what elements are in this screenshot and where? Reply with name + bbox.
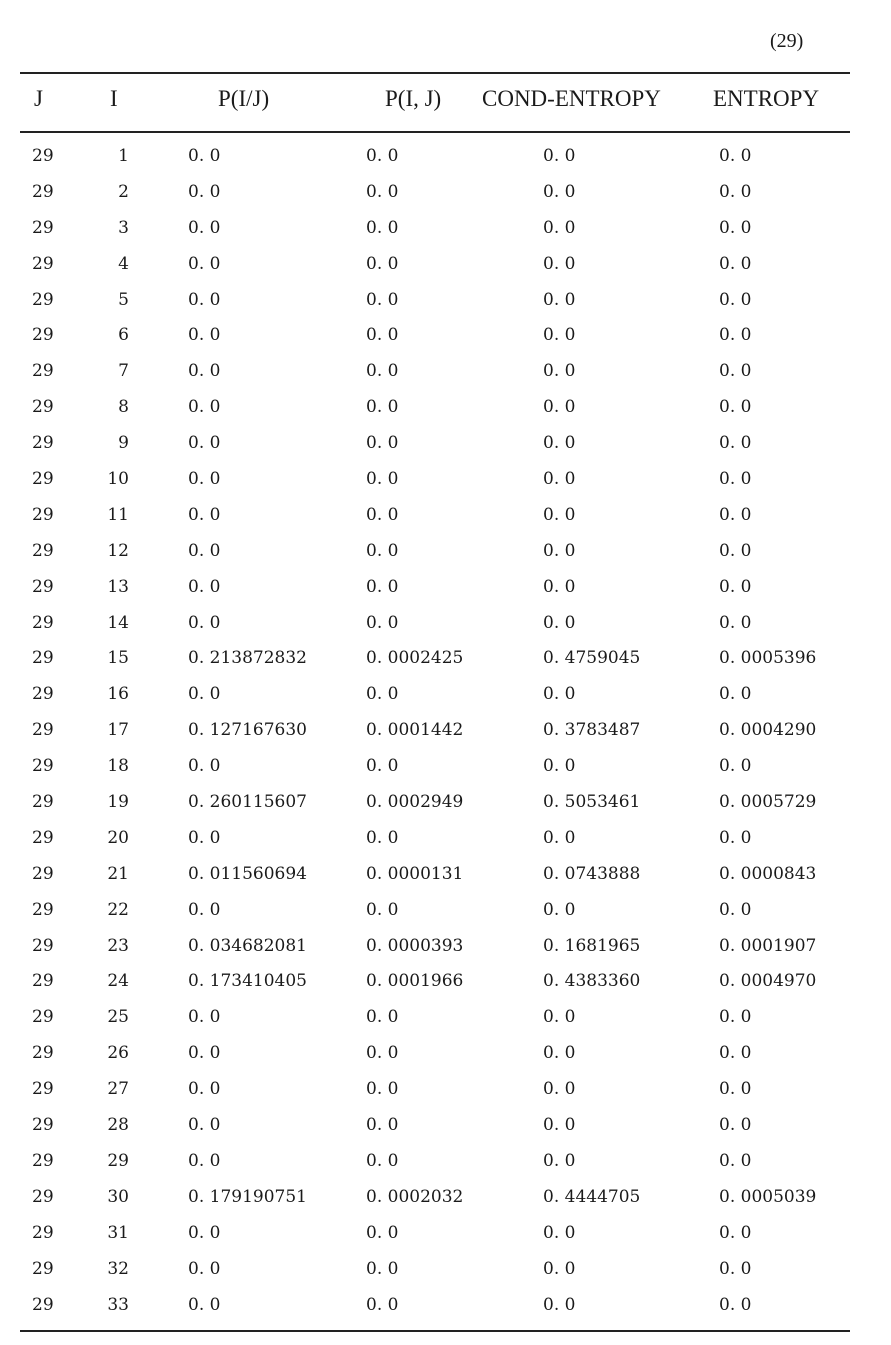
- cell-j: 29: [32, 504, 54, 525]
- cell-i: 6: [118, 325, 129, 346]
- cell-entropy: 0. 0: [719, 1079, 752, 1100]
- cell-j: 29: [32, 433, 54, 454]
- table-row: [0, 1003, 891, 1039]
- header-p-i-given-j: P(I/J): [218, 86, 270, 111]
- cell-p-i-j: 0. 0: [366, 1150, 399, 1171]
- table-row: [0, 788, 891, 824]
- cell-cond-entropy: 0. 3783487: [543, 720, 641, 741]
- cell-p-i-given-j: 0. 0: [188, 1150, 221, 1171]
- cell-entropy: 0. 0: [719, 181, 752, 202]
- table-row: [0, 1219, 891, 1255]
- cell-entropy: 0. 0005039: [719, 1186, 817, 1207]
- table-row: [0, 644, 891, 680]
- cell-p-i-given-j: 0. 0: [188, 1043, 221, 1064]
- cell-j: 29: [32, 146, 54, 166]
- cell-j: 29: [32, 576, 54, 597]
- cell-i: 18: [107, 756, 129, 777]
- cell-p-i-given-j: 0. 0: [188, 899, 221, 920]
- cell-cond-entropy: 0. 0: [543, 1222, 576, 1243]
- cell-cond-entropy: 0. 0: [543, 899, 576, 920]
- cell-i: 12: [107, 540, 129, 561]
- cell-p-i-given-j: 0. 0: [188, 253, 221, 274]
- table-row: [0, 321, 891, 357]
- cell-p-i-j: 0. 0002425: [366, 648, 464, 669]
- cell-i: 10: [107, 469, 129, 490]
- cell-j: 29: [32, 540, 54, 561]
- header-cond-entropy: COND-ENTROPY: [482, 86, 661, 111]
- cell-cond-entropy: 0. 0: [543, 361, 576, 382]
- cell-i: 7: [118, 361, 129, 382]
- table-row: [0, 1255, 891, 1291]
- cell-i: 21: [107, 863, 129, 884]
- cell-j: 29: [32, 827, 54, 848]
- cell-j: 29: [32, 1222, 54, 1243]
- cell-j: 29: [32, 792, 54, 813]
- cell-cond-entropy: 0. 0: [543, 1258, 576, 1279]
- header-entropy: ENTROPY: [713, 86, 820, 111]
- cell-cond-entropy: 0. 0: [543, 827, 576, 848]
- cell-entropy: 0. 0: [719, 899, 752, 920]
- cell-i: 27: [107, 1079, 129, 1100]
- cell-j: 29: [32, 1079, 54, 1100]
- table-row: [0, 501, 891, 537]
- table-row: [0, 537, 891, 573]
- cell-i: 3: [118, 217, 129, 238]
- cell-i: 23: [107, 935, 129, 956]
- cell-j: 29: [32, 756, 54, 777]
- cell-i: 28: [107, 1115, 129, 1136]
- cell-j: 29: [32, 469, 54, 490]
- table-row: [0, 932, 891, 968]
- cell-p-i-j: 0. 0: [366, 756, 399, 777]
- cell-i: 25: [107, 1007, 129, 1028]
- table-row: [0, 393, 891, 429]
- cell-p-i-j: 0. 0: [366, 146, 399, 166]
- cell-cond-entropy: 0. 0: [543, 469, 576, 490]
- table-row: [0, 1291, 891, 1327]
- cell-p-i-j: 0. 0: [366, 433, 399, 454]
- cell-p-i-given-j: 0. 0: [188, 181, 221, 202]
- table-row: [0, 357, 891, 393]
- table-row: [0, 609, 891, 645]
- cell-p-i-j: 0. 0: [366, 1222, 399, 1243]
- table-row: [0, 896, 891, 932]
- table-row: [0, 752, 891, 788]
- cell-i: 4: [118, 253, 129, 274]
- cell-j: 29: [32, 720, 54, 741]
- cell-i: 1: [118, 146, 129, 166]
- table-row: [0, 1147, 891, 1183]
- table-row: [0, 465, 891, 501]
- cell-p-i-given-j: 0. 0: [188, 756, 221, 777]
- cell-j: 29: [32, 397, 54, 418]
- cell-p-i-j: 0. 0: [366, 1007, 399, 1028]
- cell-p-i-j: 0. 0: [366, 469, 399, 490]
- bottom-rule: [20, 1330, 850, 1332]
- cell-j: 29: [32, 1007, 54, 1028]
- cell-entropy: 0. 0: [719, 684, 752, 705]
- cell-p-i-j: 0. 0: [366, 181, 399, 202]
- cell-cond-entropy: 0. 0: [543, 1043, 576, 1064]
- cell-p-i-given-j: 0. 011560694: [188, 863, 307, 884]
- table-row: [0, 860, 891, 896]
- cell-p-i-j: 0. 0: [366, 1115, 399, 1136]
- cell-p-i-given-j: 0. 0: [188, 1258, 221, 1279]
- table-row: [0, 1039, 891, 1075]
- cell-p-i-given-j: 0. 0: [188, 827, 221, 848]
- cell-p-i-j: 0. 0: [366, 289, 399, 310]
- cell-p-i-given-j: 0. 0: [188, 433, 221, 454]
- cell-p-i-given-j: 0. 0: [188, 325, 221, 346]
- cell-p-i-given-j: 0. 0: [188, 1007, 221, 1028]
- cell-p-i-j: 0. 0: [366, 612, 399, 633]
- cell-cond-entropy: 0. 0: [543, 540, 576, 561]
- cell-j: 29: [32, 863, 54, 884]
- cell-cond-entropy: 0. 0: [543, 504, 576, 525]
- cell-cond-entropy: 0. 0: [543, 253, 576, 274]
- cell-i: 9: [118, 433, 129, 454]
- cell-j: 29: [32, 1150, 54, 1171]
- table-row: [0, 824, 891, 860]
- table-header: [0, 86, 891, 118]
- cell-cond-entropy: 0. 0: [543, 433, 576, 454]
- cell-p-i-j: 0. 0: [366, 361, 399, 382]
- table-row: [0, 142, 891, 178]
- cell-cond-entropy: 0. 0: [543, 1115, 576, 1136]
- cell-cond-entropy: 0. 0: [543, 684, 576, 705]
- header-j: J: [34, 86, 43, 111]
- cell-entropy: 0. 0004970: [719, 971, 817, 992]
- cell-p-i-given-j: 0. 0: [188, 1294, 221, 1315]
- cell-p-i-j: 0. 0: [366, 1258, 399, 1279]
- cell-j: 29: [32, 1115, 54, 1136]
- cell-j: 29: [32, 1043, 54, 1064]
- cell-entropy: 0. 0000843: [719, 863, 817, 884]
- cell-entropy: 0. 0: [719, 756, 752, 777]
- cell-p-i-j: 0. 0: [366, 899, 399, 920]
- cell-cond-entropy: 0. 0: [543, 1150, 576, 1171]
- cell-p-i-j: 0. 0: [366, 1043, 399, 1064]
- cell-entropy: 0. 0: [719, 433, 752, 454]
- cell-p-i-j: 0. 0001966: [366, 971, 464, 992]
- cell-j: 29: [32, 361, 54, 382]
- cell-cond-entropy: 0. 0: [543, 1007, 576, 1028]
- table-row: [0, 1075, 891, 1111]
- cell-j: 29: [32, 935, 54, 956]
- cell-cond-entropy: 0. 0: [543, 397, 576, 418]
- cell-entropy: 0. 0: [719, 146, 752, 166]
- cell-p-i-j: 0. 0002032: [366, 1186, 464, 1207]
- cell-entropy: 0. 0: [719, 540, 752, 561]
- cell-p-i-j: 0. 0: [366, 217, 399, 238]
- cell-p-i-j: 0. 0: [366, 1079, 399, 1100]
- cell-entropy: 0. 0: [719, 1043, 752, 1064]
- cell-p-i-given-j: 0. 0: [188, 612, 221, 633]
- cell-cond-entropy: 0. 0: [543, 146, 576, 166]
- page-number: (29): [770, 30, 804, 52]
- cell-p-i-given-j: 0. 213872832: [188, 648, 307, 669]
- cell-j: 29: [32, 181, 54, 202]
- cell-p-i-given-j: 0. 0: [188, 1115, 221, 1136]
- cell-p-i-given-j: 0. 0: [188, 1222, 221, 1243]
- cell-entropy: 0. 0: [719, 469, 752, 490]
- cell-p-i-given-j: 0. 179190751: [188, 1186, 307, 1207]
- cell-entropy: 0. 0: [719, 325, 752, 346]
- table-row: [0, 214, 891, 250]
- cell-p-i-given-j: 0. 034682081: [188, 935, 307, 956]
- cell-p-i-given-j: 0. 0: [188, 397, 221, 418]
- cell-p-i-given-j: 0. 173410405: [188, 971, 307, 992]
- cell-j: 29: [32, 217, 54, 238]
- cell-cond-entropy: 0. 0: [543, 612, 576, 633]
- cell-cond-entropy: 0. 0: [543, 181, 576, 202]
- cell-p-i-given-j: 0. 127167630: [188, 720, 307, 741]
- cell-p-i-given-j: 0. 0: [188, 289, 221, 310]
- cell-entropy: 0. 0005396: [719, 648, 817, 669]
- cell-i: 5: [118, 289, 129, 310]
- cell-i: 33: [107, 1294, 129, 1315]
- cell-cond-entropy: 0. 0: [543, 325, 576, 346]
- cell-p-i-j: 0. 0002949: [366, 792, 464, 813]
- cell-j: 29: [32, 684, 54, 705]
- cell-i: 14: [107, 612, 129, 633]
- cell-p-i-j: 0. 0: [366, 253, 399, 274]
- cell-i: 26: [107, 1043, 129, 1064]
- cell-entropy: 0. 0: [719, 1007, 752, 1028]
- table-row: [0, 250, 891, 286]
- cell-p-i-j: 0. 0000131: [366, 863, 464, 884]
- cell-p-i-given-j: 0. 0: [188, 576, 221, 597]
- cell-p-i-given-j: 0. 260115607: [188, 792, 307, 813]
- cell-j: 29: [32, 289, 54, 310]
- cell-j: 29: [32, 253, 54, 274]
- cell-entropy: 0. 0: [719, 612, 752, 633]
- cell-p-i-j: 0. 0: [366, 397, 399, 418]
- cell-entropy: 0. 0: [719, 1115, 752, 1136]
- cell-p-i-j: 0. 0: [366, 827, 399, 848]
- cell-i: 31: [107, 1222, 129, 1243]
- cell-cond-entropy: 0. 0: [543, 1294, 576, 1315]
- cell-entropy: 0. 0: [719, 217, 752, 238]
- table-row: [0, 429, 891, 465]
- cell-entropy: 0. 0: [719, 504, 752, 525]
- cell-i: 8: [118, 397, 129, 418]
- cell-j: 29: [32, 971, 54, 992]
- cell-cond-entropy: 0. 0743888: [543, 863, 641, 884]
- cell-i: 20: [107, 827, 129, 848]
- cell-i: 17: [107, 720, 129, 741]
- cell-j: 29: [32, 1186, 54, 1207]
- cell-p-i-j: 0. 0: [366, 1294, 399, 1315]
- cell-j: 29: [32, 1258, 54, 1279]
- cell-cond-entropy: 0. 5053461: [543, 792, 641, 813]
- header-p-i-j: P(I, J): [385, 86, 442, 111]
- table-row: [0, 967, 891, 1003]
- cell-i: 24: [107, 971, 129, 992]
- table-row: [0, 1111, 891, 1147]
- top-rule: [20, 72, 850, 74]
- table-body: [0, 142, 891, 1326]
- cell-entropy: 0. 0005729: [719, 792, 817, 813]
- cell-entropy: 0. 0: [719, 253, 752, 274]
- cell-p-i-given-j: 0. 0: [188, 504, 221, 525]
- cell-i: 13: [107, 576, 129, 597]
- cell-cond-entropy: 0. 0: [543, 576, 576, 597]
- cell-p-i-j: 0. 0: [366, 325, 399, 346]
- cell-entropy: 0. 0: [719, 1258, 752, 1279]
- cell-cond-entropy: 0. 4444705: [543, 1186, 641, 1207]
- table-row: [0, 680, 891, 716]
- cell-entropy: 0. 0: [719, 1294, 752, 1315]
- cell-entropy: 0. 0: [719, 1222, 752, 1243]
- cell-j: 29: [32, 1294, 54, 1315]
- cell-cond-entropy: 0. 4759045: [543, 648, 641, 669]
- cell-i: 29: [107, 1150, 129, 1171]
- cell-j: 29: [32, 325, 54, 346]
- cell-j: 29: [32, 648, 54, 669]
- cell-p-i-given-j: 0. 0: [188, 684, 221, 705]
- cell-entropy: 0. 0: [719, 361, 752, 382]
- table-row: [0, 286, 891, 322]
- cell-cond-entropy: 0. 0: [543, 1079, 576, 1100]
- cell-entropy: 0. 0: [719, 827, 752, 848]
- cell-p-i-j: 0. 0001442: [366, 720, 464, 741]
- cell-i: 19: [107, 792, 129, 813]
- cell-j: 29: [32, 612, 54, 633]
- cell-p-i-given-j: 0. 0: [188, 217, 221, 238]
- cell-j: 29: [32, 899, 54, 920]
- cell-cond-entropy: 0. 0: [543, 217, 576, 238]
- cell-p-i-j: 0. 0000393: [366, 935, 464, 956]
- cell-p-i-given-j: 0. 0: [188, 1079, 221, 1100]
- cell-entropy: 0. 0001907: [719, 935, 817, 956]
- cell-i: 11: [107, 504, 129, 525]
- cell-p-i-j: 0. 0: [366, 576, 399, 597]
- cell-p-i-given-j: 0. 0: [188, 361, 221, 382]
- cell-i: 15: [107, 648, 129, 669]
- header-rule: [20, 131, 850, 133]
- table-row: [0, 1183, 891, 1219]
- cell-entropy: 0. 0: [719, 289, 752, 310]
- cell-p-i-given-j: 0. 0: [188, 540, 221, 561]
- cell-i: 16: [107, 684, 129, 705]
- cell-entropy: 0. 0004290: [719, 720, 817, 741]
- table-row: [0, 178, 891, 214]
- table-row: [0, 716, 891, 752]
- cell-cond-entropy: 0. 0: [543, 756, 576, 777]
- cell-cond-entropy: 0. 1681965: [543, 935, 641, 956]
- cell-i: 22: [107, 899, 129, 920]
- cell-cond-entropy: 0. 4383360: [543, 971, 641, 992]
- cell-i: 32: [107, 1258, 129, 1279]
- cell-p-i-given-j: 0. 0: [188, 469, 221, 490]
- table-row: [0, 573, 891, 609]
- cell-cond-entropy: 0. 0: [543, 289, 576, 310]
- cell-p-i-j: 0. 0: [366, 540, 399, 561]
- cell-p-i-given-j: 0. 0: [188, 146, 221, 166]
- cell-entropy: 0. 0: [719, 576, 752, 597]
- cell-entropy: 0. 0: [719, 397, 752, 418]
- cell-i: 2: [118, 181, 129, 202]
- header-i: I: [110, 86, 118, 111]
- cell-p-i-j: 0. 0: [366, 684, 399, 705]
- cell-entropy: 0. 0: [719, 1150, 752, 1171]
- cell-i: 30: [107, 1186, 129, 1207]
- cell-p-i-j: 0. 0: [366, 504, 399, 525]
